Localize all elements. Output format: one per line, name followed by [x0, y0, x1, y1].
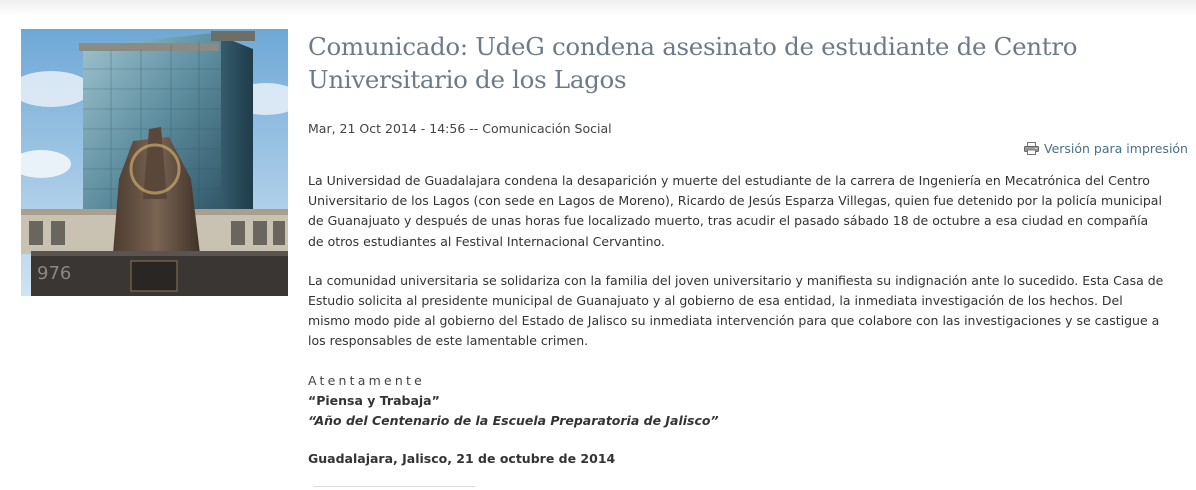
article-meta: Mar, 21 Oct 2014 - 14:56 -- Comunicación Social: [308, 121, 612, 136]
signoff-motto: “Piensa y Trabaja”: [308, 392, 440, 408]
article-photo: [21, 29, 288, 296]
print-version-label: Versión para impresión: [1043, 141, 1188, 156]
article-title: Comunicado: UdeG condena asesinato de estudiante de Centro Universitario de los Lagos: [308, 32, 1078, 94]
place-date: Guadalajara, Jalisco, 21 de octubre de 2014: [308, 450, 616, 466]
article-paragraph: La Universidad de Guadalajara condena la desaparición y muerte del estudiante de la carrera de Ingeniería en Mecatrónica del Centro Universitario de los Lagos (con sede en Lagos de Moreno), Ricardo de Jesús Esparza Villegas, quien fue detenido por la policía municipal de Guanajuato y después de unas horas fue localizado muerto, tras acudir el pasado sábado 18 de octubre a esa ciudad en compañía de otros estudiantes al Festival Internacional Cervantino.: [308, 173, 1162, 249]
print-row: [308, 140, 1188, 158]
signoff-greeting: Atentamente: [308, 372, 425, 388]
monument-number: 976: [37, 263, 72, 284]
article-body: [308, 171, 1188, 352]
article-paragraph: La comunidad universitaria se solidariza con la familia del joven universitario y manifiesta su indignación ante lo sucedido. Esta Casa de Estudio solicita al presidente municipal de Guanajuato y al gobierno de esa entidad, la inmediata investigación de los hechos. Del mismo modo pide al gobierno del Estado de Jalisco su inmediata intervención para que colabore con las investigaciones y se castigue a los responsables de este lamentable crimen.: [308, 272, 1164, 349]
divider: [313, 486, 475, 490]
signoff: [308, 371, 1188, 431]
article: [308, 30, 1188, 466]
signoff-year-motto: “Año del Centenario de la Escuela Preparatoria de Jalisco”: [308, 412, 719, 428]
printer-icon: [1024, 142, 1039, 155]
top-strip: [0, 0, 1196, 16]
print-version-link[interactable]: [1024, 141, 1188, 156]
